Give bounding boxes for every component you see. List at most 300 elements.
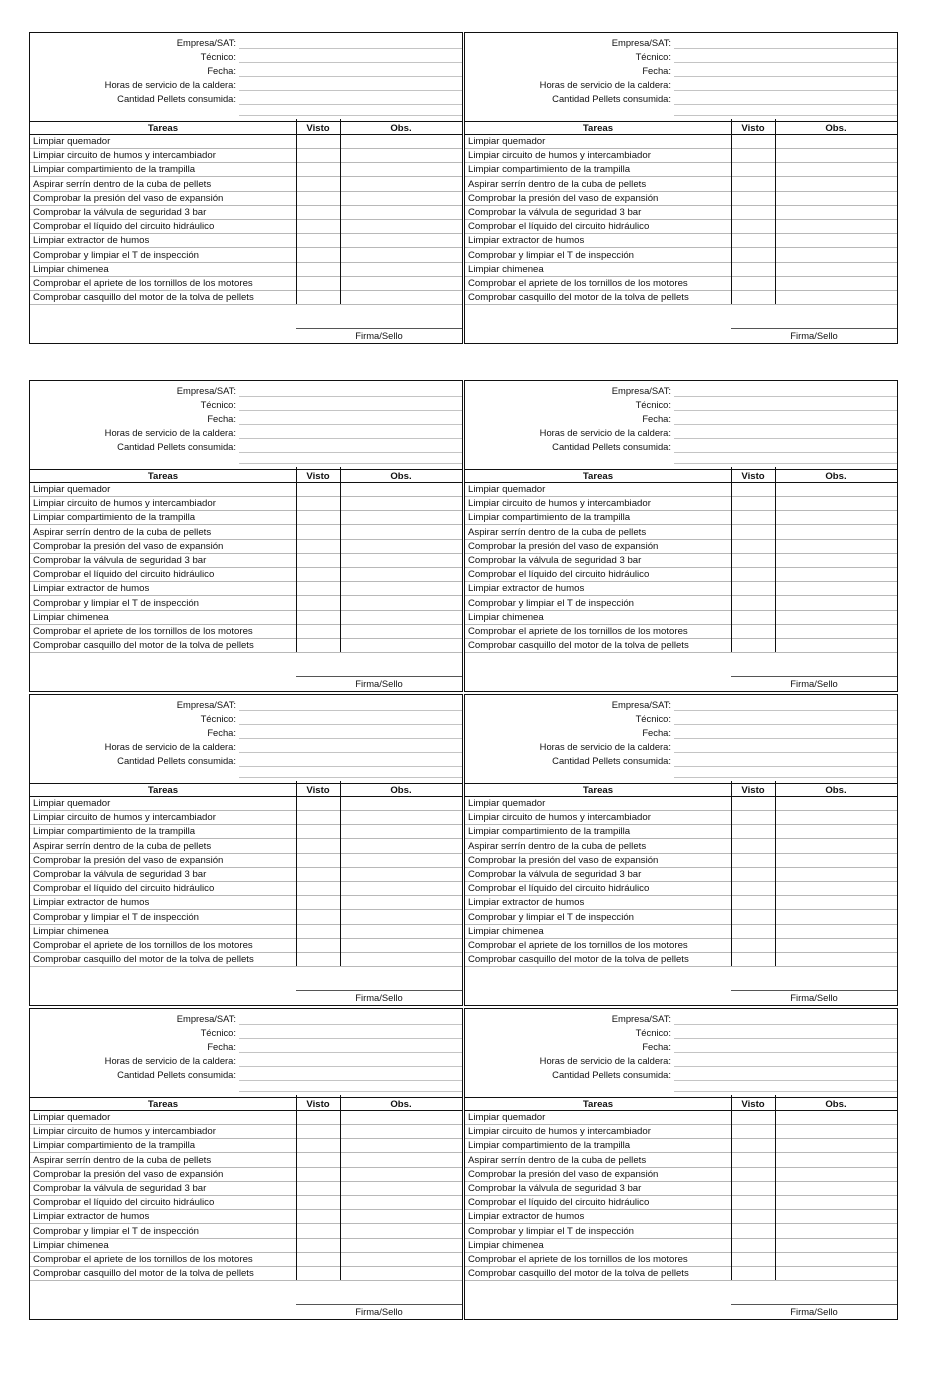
visto-checkbox-cell[interactable] <box>731 854 775 867</box>
obs-input-cell[interactable] <box>340 1182 462 1195</box>
obs-input-cell[interactable] <box>340 249 462 262</box>
visto-checkbox-cell[interactable] <box>731 911 775 924</box>
visto-checkbox-cell[interactable] <box>296 925 340 938</box>
visto-checkbox-cell[interactable] <box>731 568 775 581</box>
obs-input-cell[interactable] <box>775 925 897 938</box>
header-field-input-line[interactable] <box>674 1038 897 1039</box>
obs-input-cell[interactable] <box>340 163 462 176</box>
obs-input-cell[interactable] <box>340 483 462 496</box>
task-row <box>30 263 462 277</box>
header-field-row <box>30 712 462 726</box>
visto-checkbox-cell[interactable] <box>731 511 775 524</box>
visto-checkbox-cell[interactable] <box>731 1253 775 1266</box>
signature-line[interactable] <box>731 1304 897 1305</box>
column-header-obs: Obs. <box>390 785 412 796</box>
task-label: Comprobar la válvula de seguridad 3 bar <box>33 555 207 566</box>
task-label: Comprobar el apriete de los tornillos de los motores <box>33 940 253 951</box>
obs-input-cell[interactable] <box>775 639 897 652</box>
visto-checkbox-cell[interactable] <box>296 882 340 895</box>
obs-input-cell[interactable] <box>340 234 462 247</box>
signature-label: Firma/Sello <box>790 1306 838 1317</box>
visto-checkbox-cell[interactable] <box>296 1125 340 1138</box>
obs-input-cell[interactable] <box>340 854 462 867</box>
signature-line[interactable] <box>731 990 897 991</box>
task-table-header <box>30 783 462 797</box>
task-label: Comprobar el apriete de los tornillos de los motores <box>468 626 688 637</box>
visto-checkbox-cell[interactable] <box>296 1168 340 1181</box>
visto-checkbox-cell[interactable] <box>296 554 340 567</box>
obs-input-cell[interactable] <box>775 882 897 895</box>
obs-input-cell[interactable] <box>775 149 897 162</box>
obs-input-cell[interactable] <box>775 568 897 581</box>
obs-input-cell[interactable] <box>340 597 462 610</box>
obs-input-cell[interactable] <box>340 1111 462 1124</box>
visto-checkbox-cell[interactable] <box>296 811 340 824</box>
visto-checkbox-cell[interactable] <box>731 1139 775 1152</box>
obs-input-cell[interactable] <box>340 939 462 952</box>
task-label: Comprobar y limpiar el T de inspección <box>33 597 200 609</box>
obs-input-cell[interactable] <box>340 1210 462 1223</box>
header-field-label: Fecha: <box>207 1041 236 1052</box>
visto-checkbox-cell[interactable] <box>296 1196 340 1209</box>
obs-input-cell[interactable] <box>340 1168 462 1181</box>
obs-input-cell[interactable] <box>775 1111 897 1124</box>
visto-checkbox-cell[interactable] <box>296 1182 340 1195</box>
task-row <box>30 1182 462 1196</box>
task-label: Limpiar circuito de humos y intercambiador <box>468 812 651 824</box>
obs-input-cell[interactable] <box>340 582 462 595</box>
obs-input-cell[interactable] <box>340 568 462 581</box>
obs-input-cell[interactable] <box>775 797 897 810</box>
obs-input-cell[interactable] <box>340 797 462 810</box>
visto-checkbox-cell[interactable] <box>296 220 340 233</box>
header-field-input-line[interactable] <box>239 410 462 411</box>
task-row <box>30 483 462 497</box>
header-field-input-line[interactable] <box>674 1080 897 1081</box>
column-header-obs: Obs. <box>390 1099 412 1110</box>
obs-input-cell[interactable] <box>775 953 897 966</box>
task-table-header <box>465 783 897 797</box>
obs-input-cell[interactable] <box>340 639 462 652</box>
obs-input-cell[interactable] <box>340 825 462 838</box>
obs-input-cell[interactable] <box>775 1125 897 1138</box>
signature-line[interactable] <box>731 676 897 677</box>
signature-line[interactable] <box>296 990 462 991</box>
task-label: Limpiar compartimiento de la trampilla <box>33 826 196 838</box>
header-field-input-line[interactable] <box>239 766 462 767</box>
header-field-label: Horas de servicio de la caldera: <box>539 1055 671 1066</box>
obs-input-cell[interactable] <box>775 192 897 205</box>
header-field-input-line[interactable] <box>239 438 462 439</box>
obs-input-cell[interactable] <box>775 611 897 624</box>
task-label: Comprobar el apriete de los tornillos de los motores <box>33 1254 253 1265</box>
header-field-input-line[interactable] <box>239 752 462 753</box>
visto-checkbox-cell[interactable] <box>296 163 340 176</box>
visto-checkbox-cell[interactable] <box>731 497 775 510</box>
visto-checkbox-cell[interactable] <box>296 249 340 262</box>
visto-checkbox-cell[interactable] <box>731 825 775 838</box>
obs-input-cell[interactable] <box>775 840 897 853</box>
obs-input-cell[interactable] <box>340 1253 462 1266</box>
visto-checkbox-cell[interactable] <box>296 1253 340 1266</box>
header-field-input-line[interactable] <box>239 90 462 91</box>
obs-input-cell[interactable] <box>775 1196 897 1209</box>
visto-checkbox-cell[interactable] <box>296 854 340 867</box>
obs-input-cell[interactable] <box>340 135 462 148</box>
obs-input-cell[interactable] <box>340 1125 462 1138</box>
obs-input-cell[interactable] <box>775 1239 897 1252</box>
visto-checkbox-cell[interactable] <box>731 882 775 895</box>
visto-checkbox-cell[interactable] <box>731 582 775 595</box>
obs-input-cell[interactable] <box>775 1267 897 1280</box>
visto-checkbox-cell[interactable] <box>296 291 340 304</box>
visto-checkbox-cell[interactable] <box>296 1139 340 1152</box>
obs-input-cell[interactable] <box>775 163 897 176</box>
column-header-obs: Obs. <box>390 123 412 134</box>
header-field-label: Cantidad Pellets consumida: <box>552 755 671 766</box>
header-field-row <box>465 1068 897 1082</box>
obs-input-cell[interactable] <box>775 540 897 553</box>
visto-checkbox-cell[interactable] <box>296 526 340 539</box>
header-field-input-line[interactable] <box>674 1052 897 1053</box>
visto-checkbox-cell[interactable] <box>296 797 340 810</box>
task-row <box>465 911 897 925</box>
header-field-input-line[interactable] <box>674 396 897 397</box>
signature-line[interactable] <box>296 328 462 329</box>
visto-checkbox-cell[interactable] <box>296 234 340 247</box>
obs-input-cell[interactable] <box>340 192 462 205</box>
obs-input-cell[interactable] <box>775 249 897 262</box>
header-field-input-line[interactable] <box>239 1024 462 1025</box>
header-field-input-line[interactable] <box>674 424 897 425</box>
task-label: Aspirar serrín dentro de la cuba de pellets <box>33 526 212 538</box>
header-field-row <box>465 64 897 78</box>
header-field-input-line[interactable] <box>674 1066 897 1067</box>
visto-checkbox-cell[interactable] <box>296 149 340 162</box>
task-row <box>30 882 462 896</box>
visto-checkbox-cell[interactable] <box>731 540 775 553</box>
visto-checkbox-cell[interactable] <box>731 249 775 262</box>
obs-input-cell[interactable] <box>340 1239 462 1252</box>
obs-input-cell[interactable] <box>775 263 897 276</box>
visto-checkbox-cell[interactable] <box>731 1154 775 1167</box>
header-field-label: Cantidad Pellets consumida: <box>552 1069 671 1080</box>
visto-checkbox-cell[interactable] <box>731 291 775 304</box>
header-field-input-line[interactable] <box>674 452 897 453</box>
obs-input-cell[interactable] <box>775 1182 897 1195</box>
obs-input-cell[interactable] <box>775 1210 897 1223</box>
obs-input-cell[interactable] <box>775 939 897 952</box>
header-field-input-line[interactable] <box>674 76 897 77</box>
task-row <box>30 149 462 163</box>
visto-checkbox-cell[interactable] <box>731 597 775 610</box>
header-field-row <box>30 698 462 712</box>
visto-checkbox-cell[interactable] <box>731 483 775 496</box>
task-row <box>465 939 897 953</box>
header-field-input-line[interactable] <box>239 48 462 49</box>
obs-input-cell[interactable] <box>775 868 897 881</box>
obs-input-cell[interactable] <box>775 526 897 539</box>
task-table <box>30 467 462 653</box>
obs-input-cell[interactable] <box>775 896 897 909</box>
column-divider <box>340 1095 341 1280</box>
header-field-input-line[interactable] <box>239 424 462 425</box>
task-row <box>30 277 462 291</box>
visto-checkbox-cell[interactable] <box>731 192 775 205</box>
header-field-input-line[interactable] <box>674 766 897 767</box>
visto-checkbox-cell[interactable] <box>731 1239 775 1252</box>
obs-input-cell[interactable] <box>340 554 462 567</box>
header-field-label: Horas de servicio de la caldera: <box>104 1055 236 1066</box>
visto-checkbox-cell[interactable] <box>731 611 775 624</box>
task-label: Limpiar compartimiento de la trampilla <box>33 164 196 176</box>
obs-input-cell[interactable] <box>775 625 897 638</box>
header-field-row <box>465 36 897 50</box>
visto-checkbox-cell[interactable] <box>296 1239 340 1252</box>
header-field-input-line[interactable] <box>674 438 897 439</box>
obs-input-cell[interactable] <box>340 896 462 909</box>
obs-input-cell[interactable] <box>775 1168 897 1181</box>
obs-input-cell[interactable] <box>340 497 462 510</box>
visto-checkbox-cell[interactable] <box>296 611 340 624</box>
visto-checkbox-cell[interactable] <box>296 263 340 276</box>
header-field-input-line[interactable] <box>674 48 897 49</box>
header-field-input-line[interactable] <box>674 410 897 411</box>
column-divider <box>340 119 341 304</box>
visto-checkbox-cell[interactable] <box>296 911 340 924</box>
obs-input-cell[interactable] <box>340 625 462 638</box>
header-field-input-line[interactable] <box>674 62 897 63</box>
header-field-input-line[interactable] <box>239 1066 462 1067</box>
visto-checkbox-cell[interactable] <box>296 540 340 553</box>
obs-input-cell[interactable] <box>340 206 462 219</box>
obs-input-cell[interactable] <box>340 1267 462 1280</box>
task-row <box>465 1196 897 1210</box>
visto-checkbox-cell[interactable] <box>731 135 775 148</box>
visto-checkbox-cell[interactable] <box>296 135 340 148</box>
obs-input-cell[interactable] <box>340 811 462 824</box>
task-table-header <box>465 121 897 135</box>
visto-checkbox-cell[interactable] <box>731 925 775 938</box>
header-field-input-line[interactable] <box>239 104 462 105</box>
visto-checkbox-cell[interactable] <box>296 511 340 524</box>
obs-input-cell[interactable] <box>340 277 462 290</box>
visto-checkbox-cell[interactable] <box>731 263 775 276</box>
obs-input-cell[interactable] <box>775 291 897 304</box>
obs-input-cell[interactable] <box>775 825 897 838</box>
visto-checkbox-cell[interactable] <box>731 1225 775 1238</box>
obs-input-cell[interactable] <box>775 497 897 510</box>
task-row <box>465 1168 897 1182</box>
obs-input-cell[interactable] <box>340 291 462 304</box>
header-field-label: Técnico: <box>200 51 236 62</box>
header-field-label: Horas de servicio de la caldera: <box>104 79 236 90</box>
obs-input-cell[interactable] <box>775 1154 897 1167</box>
obs-input-cell[interactable] <box>340 953 462 966</box>
obs-input-cell[interactable] <box>775 277 897 290</box>
obs-input-cell[interactable] <box>775 178 897 191</box>
header-field-input-line[interactable] <box>239 724 462 725</box>
visto-checkbox-cell[interactable] <box>731 953 775 966</box>
visto-checkbox-cell[interactable] <box>731 811 775 824</box>
task-row <box>465 1111 897 1125</box>
visto-checkbox-cell[interactable] <box>296 1111 340 1124</box>
obs-input-cell[interactable] <box>775 554 897 567</box>
visto-checkbox-cell[interactable] <box>731 554 775 567</box>
visto-checkbox-cell[interactable] <box>296 497 340 510</box>
task-row <box>30 220 462 234</box>
task-label: Limpiar chimenea <box>468 925 544 937</box>
obs-input-cell[interactable] <box>775 511 897 524</box>
signature-label: Firma/Sello <box>355 1306 403 1317</box>
obs-input-cell[interactable] <box>340 1196 462 1209</box>
visto-checkbox-cell[interactable] <box>296 483 340 496</box>
obs-input-cell[interactable] <box>340 149 462 162</box>
header-field-label: Empresa/SAT: <box>611 37 671 48</box>
task-row <box>30 234 462 248</box>
header-field-input-line[interactable] <box>239 396 462 397</box>
visto-checkbox-cell[interactable] <box>731 149 775 162</box>
visto-checkbox-cell[interactable] <box>296 840 340 853</box>
visto-checkbox-cell[interactable] <box>296 625 340 638</box>
visto-checkbox-cell[interactable] <box>731 220 775 233</box>
obs-input-cell[interactable] <box>340 925 462 938</box>
obs-input-cell[interactable] <box>775 811 897 824</box>
visto-checkbox-cell[interactable] <box>731 868 775 881</box>
header-field-input-line[interactable] <box>239 1052 462 1053</box>
obs-input-cell[interactable] <box>340 868 462 881</box>
obs-input-cell[interactable] <box>340 526 462 539</box>
visto-checkbox-cell[interactable] <box>731 1125 775 1138</box>
visto-checkbox-cell[interactable] <box>731 206 775 219</box>
visto-checkbox-cell[interactable] <box>731 178 775 191</box>
header-field-label: Técnico: <box>635 51 671 62</box>
column-header-obs: Obs. <box>825 123 847 134</box>
obs-input-cell[interactable] <box>775 1139 897 1152</box>
visto-checkbox-cell[interactable] <box>296 1225 340 1238</box>
header-field-input-line[interactable] <box>239 1038 462 1039</box>
visto-checkbox-cell[interactable] <box>731 939 775 952</box>
visto-checkbox-cell[interactable] <box>296 639 340 652</box>
visto-checkbox-cell[interactable] <box>296 825 340 838</box>
header-field-input-line[interactable] <box>239 76 462 77</box>
header-field-input-line[interactable] <box>239 710 462 711</box>
obs-input-cell[interactable] <box>340 263 462 276</box>
obs-input-cell[interactable] <box>775 220 897 233</box>
task-row <box>30 840 462 854</box>
signature-line[interactable] <box>731 328 897 329</box>
obs-input-cell[interactable] <box>340 511 462 524</box>
header-field-row <box>30 1026 462 1040</box>
visto-checkbox-cell[interactable] <box>731 639 775 652</box>
obs-input-cell[interactable] <box>340 540 462 553</box>
visto-checkbox-cell[interactable] <box>296 568 340 581</box>
visto-checkbox-cell[interactable] <box>731 1168 775 1181</box>
obs-input-cell[interactable] <box>340 911 462 924</box>
obs-input-cell[interactable] <box>775 206 897 219</box>
visto-checkbox-cell[interactable] <box>731 163 775 176</box>
header-field-row <box>465 440 897 454</box>
obs-input-cell[interactable] <box>775 1253 897 1266</box>
task-label: Comprobar y limpiar el T de inspección <box>33 1225 200 1237</box>
obs-input-cell[interactable] <box>340 840 462 853</box>
task-row <box>30 568 462 582</box>
obs-input-cell[interactable] <box>340 1225 462 1238</box>
visto-checkbox-cell[interactable] <box>731 234 775 247</box>
header-field-input-line[interactable] <box>239 62 462 63</box>
obs-input-cell[interactable] <box>340 1139 462 1152</box>
visto-checkbox-cell[interactable] <box>296 597 340 610</box>
visto-checkbox-cell[interactable] <box>296 192 340 205</box>
header-field-input-line[interactable] <box>674 724 897 725</box>
obs-input-cell[interactable] <box>775 597 897 610</box>
obs-input-cell[interactable] <box>340 611 462 624</box>
header-field-label: Cantidad Pellets consumida: <box>552 93 671 104</box>
visto-checkbox-cell[interactable] <box>296 868 340 881</box>
visto-checkbox-cell[interactable] <box>296 896 340 909</box>
visto-checkbox-cell[interactable] <box>731 896 775 909</box>
header-field-input-line[interactable] <box>239 738 462 739</box>
visto-checkbox-cell[interactable] <box>731 1182 775 1195</box>
obs-input-cell[interactable] <box>775 582 897 595</box>
obs-input-cell[interactable] <box>775 483 897 496</box>
visto-checkbox-cell[interactable] <box>296 582 340 595</box>
visto-checkbox-cell[interactable] <box>296 1267 340 1280</box>
obs-input-cell[interactable] <box>775 135 897 148</box>
visto-checkbox-cell[interactable] <box>296 953 340 966</box>
signature-line[interactable] <box>296 1304 462 1305</box>
obs-input-cell[interactable] <box>775 234 897 247</box>
form-header <box>465 33 897 119</box>
header-field-label: Técnico: <box>635 399 671 410</box>
header-field-row <box>30 426 462 440</box>
visto-checkbox-cell[interactable] <box>731 797 775 810</box>
obs-input-cell[interactable] <box>775 1225 897 1238</box>
header-field-input-line[interactable] <box>674 738 897 739</box>
visto-checkbox-cell[interactable] <box>731 1196 775 1209</box>
obs-input-cell[interactable] <box>775 911 897 924</box>
header-field-input-line[interactable] <box>674 1024 897 1025</box>
visto-checkbox-cell[interactable] <box>731 1267 775 1280</box>
obs-input-cell[interactable] <box>775 854 897 867</box>
header-field-input-line[interactable] <box>239 1080 462 1081</box>
task-row <box>30 206 462 220</box>
visto-checkbox-cell[interactable] <box>296 206 340 219</box>
visto-checkbox-cell[interactable] <box>731 840 775 853</box>
visto-checkbox-cell[interactable] <box>296 1210 340 1223</box>
visto-checkbox-cell[interactable] <box>731 1210 775 1223</box>
visto-checkbox-cell[interactable] <box>731 1111 775 1124</box>
visto-checkbox-cell[interactable] <box>731 277 775 290</box>
header-field-input-line[interactable] <box>674 104 897 105</box>
obs-input-cell[interactable] <box>340 882 462 895</box>
obs-input-cell[interactable] <box>340 1154 462 1167</box>
visto-checkbox-cell[interactable] <box>296 939 340 952</box>
task-row <box>465 526 897 540</box>
visto-checkbox-cell[interactable] <box>296 277 340 290</box>
visto-checkbox-cell[interactable] <box>296 178 340 191</box>
visto-checkbox-cell[interactable] <box>296 1154 340 1167</box>
visto-checkbox-cell[interactable] <box>731 526 775 539</box>
header-field-input-line[interactable] <box>674 710 897 711</box>
obs-input-cell[interactable] <box>340 220 462 233</box>
visto-checkbox-cell[interactable] <box>731 625 775 638</box>
header-field-input-line[interactable] <box>239 452 462 453</box>
header-field-input-line[interactable] <box>674 90 897 91</box>
signature-line[interactable] <box>296 676 462 677</box>
obs-input-cell[interactable] <box>340 178 462 191</box>
header-field-input-line[interactable] <box>674 752 897 753</box>
